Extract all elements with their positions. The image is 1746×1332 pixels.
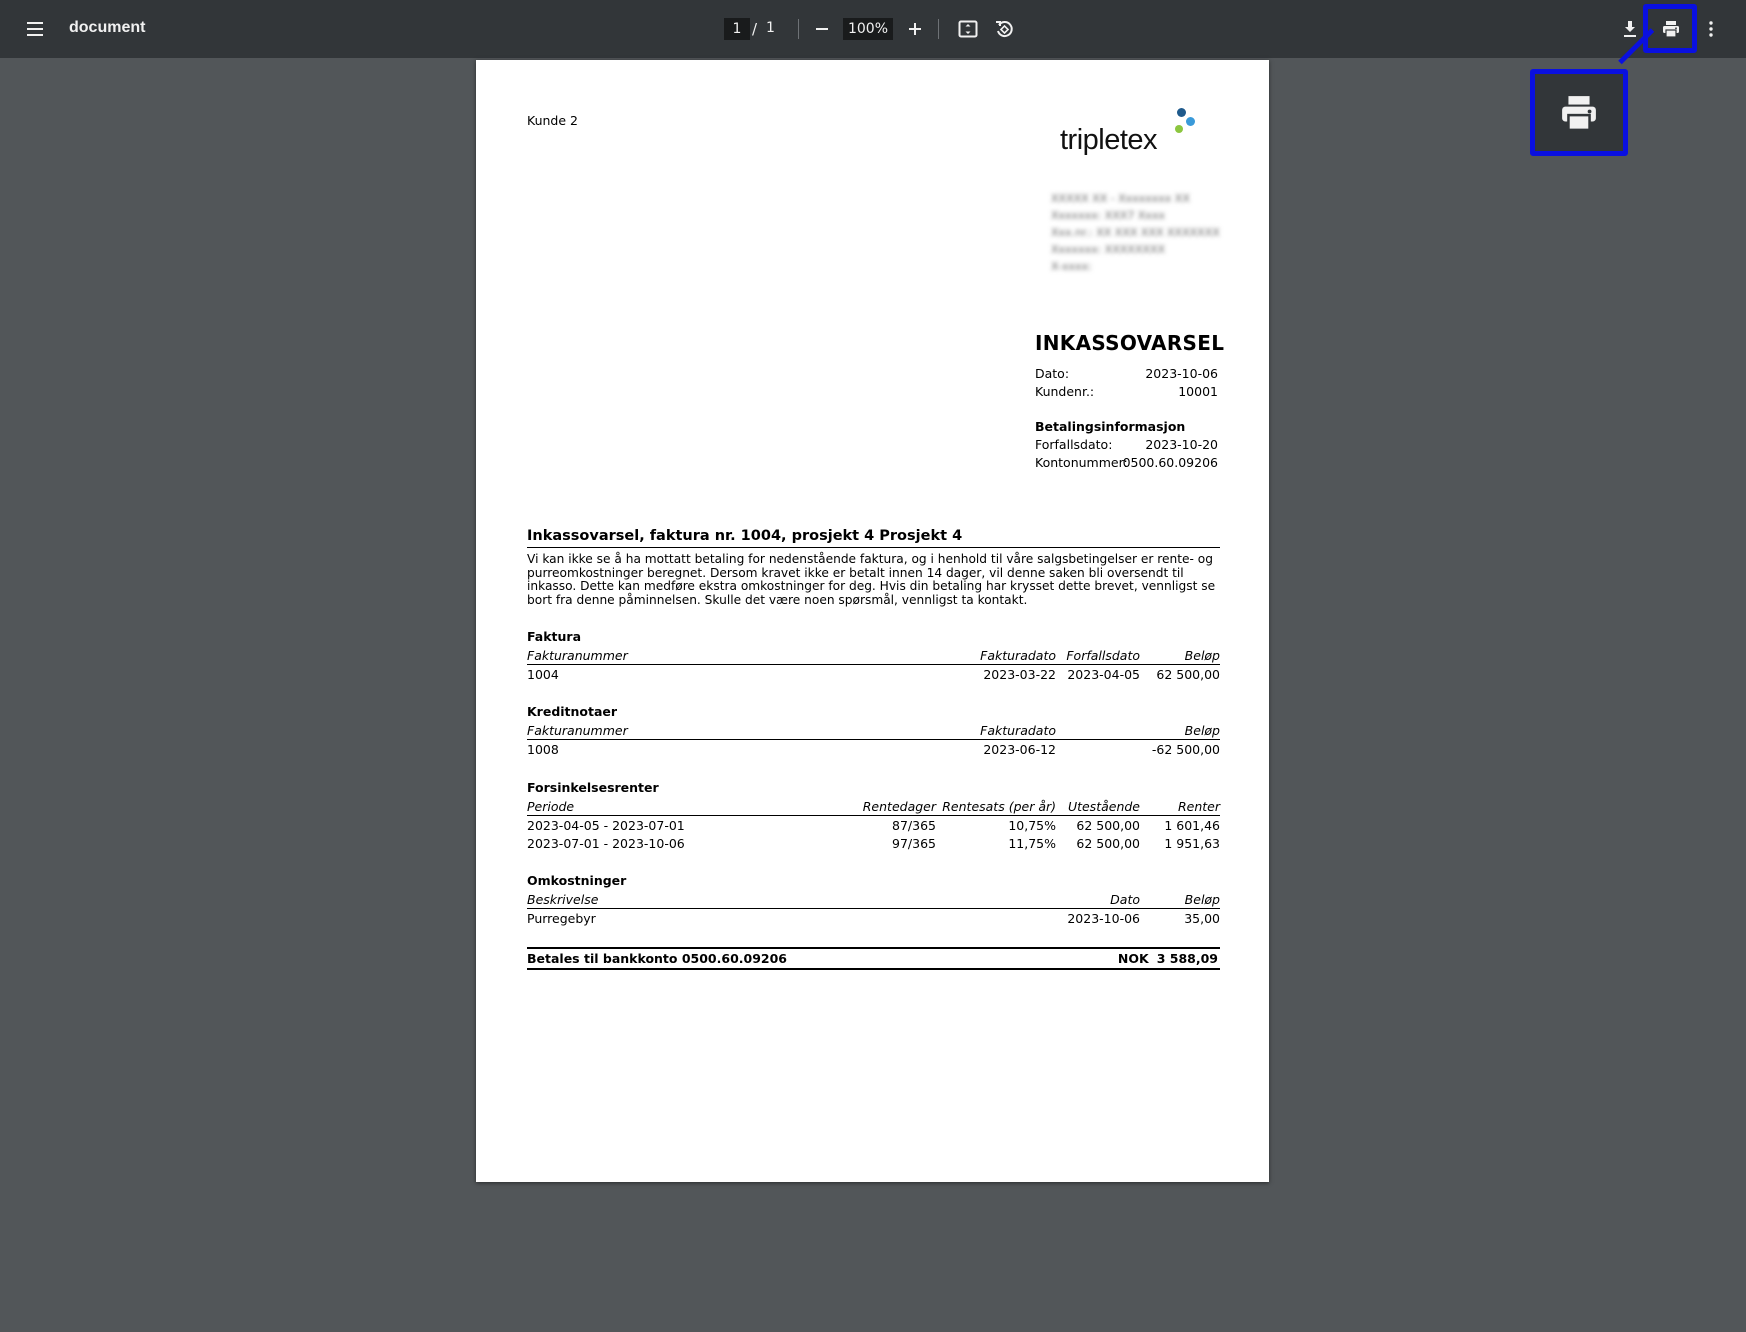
table-row xyxy=(527,909,1220,927)
payment-info-heading: Betalingsinformasjon xyxy=(1035,419,1186,434)
logo-text: tripletex xyxy=(1060,124,1158,156)
table-cell: 2023-10-06 xyxy=(1067,911,1140,926)
table-cell: 1004 xyxy=(527,667,559,682)
account-number-label: Kontonummer: xyxy=(1035,455,1128,470)
column-header: Fakturanummer xyxy=(527,723,628,738)
table-header xyxy=(527,798,1220,816)
rotate-counterclockwise-icon xyxy=(994,19,1014,39)
company-info-line: XXXXX XX - Xxxxxxxx XX xyxy=(1051,192,1190,205)
logo-dot xyxy=(1177,108,1186,117)
table-title: Omkostninger xyxy=(527,873,627,888)
column-header: Beskrivelse xyxy=(527,892,599,907)
column-header: Fakturanummer xyxy=(527,648,628,663)
table-cell: 62 500,00 xyxy=(1156,667,1220,682)
column-header: Fakturadato xyxy=(980,723,1056,738)
print-button-zoom-callout xyxy=(1530,69,1628,156)
table-cell: 62 500,00 xyxy=(1076,836,1140,851)
download-icon xyxy=(1622,20,1638,38)
table-cell: 2023-07-01 - 2023-10-06 xyxy=(527,836,685,851)
total-currency: NOK xyxy=(1117,951,1149,966)
table-header xyxy=(527,647,1220,665)
document-heading: INKASSOVARSEL xyxy=(1035,331,1225,355)
table-title: Kreditnotaer xyxy=(527,704,618,719)
pdf-toolbar xyxy=(0,0,1746,58)
page-total: 1 xyxy=(766,20,775,36)
zoom-level-input[interactable]: 100% xyxy=(843,18,893,40)
interest-table xyxy=(527,780,1220,852)
total-row xyxy=(527,947,1220,970)
zoom-out-button[interactable] xyxy=(802,9,842,49)
due-date-label: Forfallsdato: xyxy=(1035,437,1113,452)
minus-icon xyxy=(814,21,830,37)
table-cell: 2023-04-05 xyxy=(1067,667,1140,682)
column-header: Renter xyxy=(1177,799,1220,814)
more-vertical-icon xyxy=(1708,20,1714,38)
logo-dot xyxy=(1175,125,1183,133)
toolbar-divider xyxy=(938,19,939,39)
table-row xyxy=(527,740,1220,758)
table-cell: 97/365 xyxy=(892,836,936,851)
column-header: Fakturadato xyxy=(980,648,1056,663)
table-cell: 62 500,00 xyxy=(1076,818,1140,833)
logo-dot xyxy=(1186,117,1195,126)
table-cell: 1 951,63 xyxy=(1164,836,1220,851)
table-cell: 2023-04-05 - 2023-07-01 xyxy=(527,818,685,833)
company-logo xyxy=(1060,108,1200,164)
column-header: Beløp xyxy=(1184,723,1220,738)
table-row xyxy=(527,834,1220,852)
page-separator: / xyxy=(752,20,758,38)
table-cell: 11,75% xyxy=(1008,836,1056,851)
column-header: Periode xyxy=(527,799,575,814)
costs-table xyxy=(527,873,1220,927)
letter-subject: Inkassovarsel, faktura nr. 1004, prosjekt 4 Prosjekt 4 xyxy=(527,528,1220,548)
due-date-value: 2023-10-20 xyxy=(1145,437,1218,452)
company-info-line: Xxx.nr.: XX XXX XXX XXXXXXX xyxy=(1051,226,1220,239)
total-amount: 3 588,09 xyxy=(1156,951,1218,966)
table-cell: 2023-06-12 xyxy=(983,742,1056,757)
column-header: Forfallsdato xyxy=(1066,648,1140,663)
customer-number-label: Kundenr.: xyxy=(1035,384,1095,399)
fit-to-page-button[interactable] xyxy=(948,9,988,49)
toolbar-divider xyxy=(798,19,799,39)
zoom-in-button[interactable] xyxy=(895,9,935,49)
table-cell: 2023-03-22 xyxy=(983,667,1056,682)
company-info-blurred xyxy=(1051,190,1220,275)
column-header: Utestående xyxy=(1067,799,1140,814)
company-info-line: X-xxxx: xyxy=(1051,260,1092,273)
company-info-line: Xxxxxxx: XXX7 Xxxx xyxy=(1051,209,1165,222)
table-title: Forsinkelsesrenter xyxy=(527,780,659,795)
column-header: Rentedager xyxy=(862,799,936,814)
table-cell: Purregebyr xyxy=(527,911,596,926)
table-title: Faktura xyxy=(527,629,582,644)
customer-number-value: 10001 xyxy=(1178,384,1218,399)
table-header xyxy=(527,722,1220,740)
rotate-button[interactable] xyxy=(984,9,1024,49)
page-number-input[interactable]: 1 xyxy=(724,18,750,40)
table-header xyxy=(527,891,1220,909)
plus-icon xyxy=(907,21,923,37)
column-header: Beløp xyxy=(1184,892,1220,907)
table-cell: 1008 xyxy=(527,742,559,757)
column-header: Rentesats (per år) xyxy=(942,799,1056,814)
pdf-page xyxy=(476,60,1269,1182)
table-cell: 1 601,46 xyxy=(1164,818,1220,833)
printer-icon xyxy=(1560,94,1598,132)
fit-page-icon xyxy=(958,20,978,38)
hamburger-menu-icon xyxy=(25,21,45,37)
column-header: Dato xyxy=(1110,892,1140,907)
more-options-button[interactable] xyxy=(1691,9,1731,49)
column-header: Beløp xyxy=(1184,648,1220,663)
company-info-line: Xxxxxxx: XXXXXXXX xyxy=(1051,243,1166,256)
menu-button[interactable] xyxy=(15,9,55,49)
table-cell: -62 500,00 xyxy=(1151,742,1220,757)
table-row xyxy=(527,665,1220,683)
document-title: document xyxy=(69,19,146,36)
table-cell: 10,75% xyxy=(1008,818,1056,833)
letter-paragraph: Vi kan ikke se å ha mottatt betaling for nedenstående faktura, og i henhold til våre salgsbetingelser er rente- og purreomkostninger beregnet. Dersom kravet ikke er betalt innen 14 dager, vil denne saken bli oversendt til inkasso. Dette kan medføre ekstra omkostninger for deg. Hvis din betaling har krysset dette brevet, vennligst se bort fra denne påminnelsen. Skulle det være noen spørsmål, vennligst ta kontakt. xyxy=(527,552,1216,607)
credit-notes-table xyxy=(527,704,1220,758)
account-number-value: 0500.60.09206 xyxy=(1122,455,1218,470)
table-row xyxy=(527,816,1220,834)
date-value: 2023-10-06 xyxy=(1145,366,1218,381)
date-label: Dato: xyxy=(1035,366,1070,381)
invoice-table xyxy=(527,629,1220,683)
table-cell: 35,00 xyxy=(1184,911,1220,926)
customer-name: Kunde 2 xyxy=(527,113,578,128)
table-cell: 87/365 xyxy=(892,818,936,833)
total-label: Betales til bankkonto 0500.60.09206 xyxy=(527,951,788,966)
